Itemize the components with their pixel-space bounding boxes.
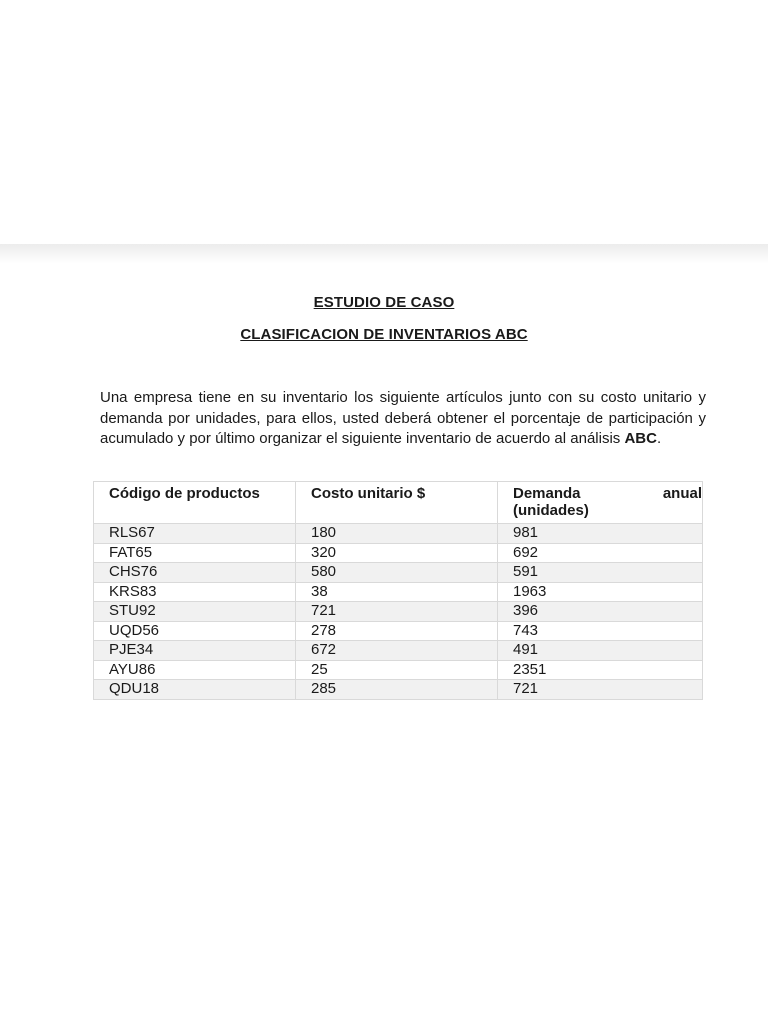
cell-cost: 38	[296, 582, 498, 602]
page-divider	[0, 244, 768, 264]
cell-demand: 591	[498, 563, 703, 583]
header-cost: Costo unitario $	[296, 482, 498, 524]
intro-paragraph	[100, 388, 706, 450]
header-demand-word2: anual	[662, 485, 702, 502]
cell-cost: 721	[296, 602, 498, 622]
cell-cost: 672	[296, 641, 498, 661]
cell-cost: 320	[296, 543, 498, 563]
cell-demand: 692	[498, 543, 703, 563]
document-subtitle: CLASIFICACION DE INVENTARIOS ABC	[240, 326, 528, 343]
cell-cost: 180	[296, 524, 498, 544]
cell-code: QDU18	[94, 680, 296, 700]
table-row	[94, 543, 703, 563]
cell-demand: 396	[498, 602, 703, 622]
table-row	[94, 563, 703, 583]
cell-code: UQD56	[94, 621, 296, 641]
cell-cost: 278	[296, 621, 498, 641]
header-code: Código de productos	[94, 482, 296, 524]
table-row	[94, 660, 703, 680]
cell-code: STU92	[94, 602, 296, 622]
table-header-row	[94, 482, 703, 524]
header-demand-word3: (unidades)	[513, 502, 589, 519]
cell-code: FAT65	[94, 543, 296, 563]
table-row	[94, 621, 703, 641]
cell-demand: 981	[498, 524, 703, 544]
cell-demand: 721	[498, 680, 703, 700]
cell-demand: 2351	[498, 660, 703, 680]
cell-code: AYU86	[94, 660, 296, 680]
table-row	[94, 524, 703, 544]
intro-text: Una empresa tiene en su inventario los siguiente artículos junto con su costo unitario y demanda por unidades, para ellos, usted deberá obtener el porcentaje de participación y acumulado y por último organizar el siguiente inventario de acuerdo al análisis	[100, 389, 706, 447]
table-row	[94, 641, 703, 661]
cell-code: CHS76	[94, 563, 296, 583]
table-row	[94, 680, 703, 700]
cell-code: RLS67	[94, 524, 296, 544]
document-title: ESTUDIO DE CASO	[313, 294, 455, 311]
cell-cost: 285	[296, 680, 498, 700]
cell-code: KRS83	[94, 582, 296, 602]
cell-demand: 1963	[498, 582, 703, 602]
inventory-table	[93, 481, 703, 700]
header-demand-word1: Demanda	[513, 485, 581, 502]
intro-end: .	[656, 430, 662, 447]
cell-cost: 580	[296, 563, 498, 583]
table-body	[94, 524, 703, 700]
intro-emphasis: ABC	[624, 430, 657, 447]
cell-code: PJE34	[94, 641, 296, 661]
cell-cost: 25	[296, 660, 498, 680]
cell-demand: 743	[498, 621, 703, 641]
table-row	[94, 602, 703, 622]
cell-demand: 491	[498, 641, 703, 661]
header-demand	[498, 482, 703, 524]
table-row	[94, 582, 703, 602]
